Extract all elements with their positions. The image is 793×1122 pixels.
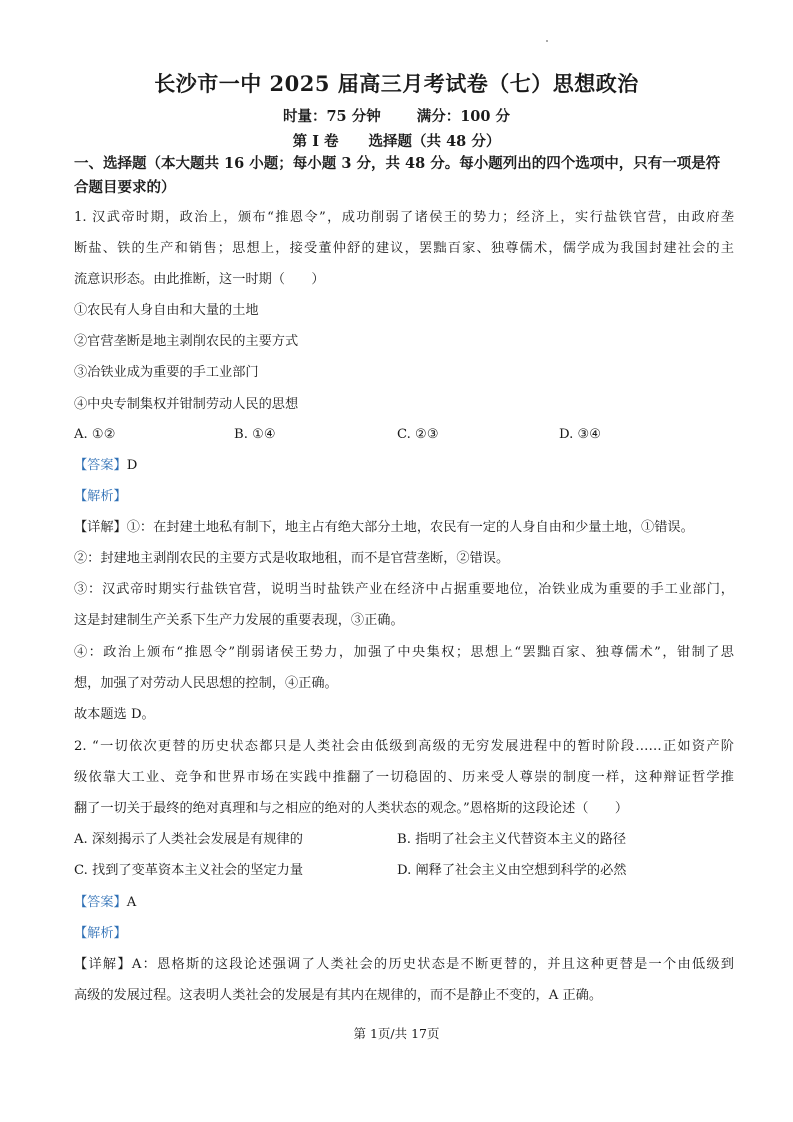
q1-detail-line: 想，加强了对劳动人民思想的控制，④正确。 — [74, 676, 338, 691]
q2-option-a: A. 深刻揭示了人类社会发展是有规律的 — [74, 832, 303, 847]
exam-meta — [0, 105, 793, 126]
part-desc: 选择题（共 48 分） — [368, 133, 501, 150]
q2-stem-line: 翻了一切关于最终的绝对真理和与之相应的绝对的人类状态的观念。”恩格斯的这段论述（ ） — [74, 801, 629, 816]
answer-value: D — [126, 458, 138, 473]
q1-item: ②官营垄断是地主剥削农民的主要方式 — [74, 334, 299, 349]
q2-stem-line: 2. “一切依次更替的历史状态都只是人类社会由低级到高级的无穷发展进程中的暂时阶段……正如资产阶 — [74, 739, 734, 754]
q2-stem-line: 级依靠大工业、竞争和世界市场在实践中推翻了一切稳固的、历来受人尊崇的制度一样，这种辩证哲学推 — [74, 770, 734, 785]
q1-answer — [74, 456, 734, 476]
q1-option-a: A. ①② — [74, 427, 116, 442]
exam-time: 时量：75 分钟 — [282, 108, 381, 125]
part-name: 第 I 卷 — [292, 133, 339, 150]
q1-item: ①农民有人身自由和大量的土地 — [74, 303, 259, 318]
q1-item: ③冶铁业成为重要的手工业部门 — [74, 365, 259, 380]
q2-option-c: C. 找到了变革资本主义社会的坚定力量 — [74, 863, 304, 878]
q1-detail-line: ④：政治上颁布“推恩令”削弱诸侯王势力，加强了中央集权；思想上“罢黜百家、独尊儒术”，钳制了思 — [74, 645, 734, 660]
q1-stem-line: 流意识形态。由此推断，这一时期（ ） — [74, 272, 325, 287]
part-heading — [0, 130, 793, 151]
q1-detail-line: ②：封建地主剥削农民的主要方式是收取地租，而不是官营垄断，②错误。 — [74, 551, 510, 566]
detail-text: ①：在封建土地私有制下，地主占有绝大部分土地，农民有一定的人身自由和少量土地，①错误。 — [126, 520, 694, 535]
q1-stem-line: 1. 汉武帝时期，政治上，颁布“推恩令”，成功削弱了诸侯王的势力；经济上，实行盐铁官营，由政府垄 — [74, 210, 734, 225]
q1-item: ④中央专制集权并钳制劳动人民的思想 — [74, 397, 299, 412]
detail-text: A：恩格斯的这段论述强调了人类社会的历史状态是不断更替的，并且这种更替是一个由低级到 — [131, 957, 734, 972]
answer-tag: 【答案】 — [74, 895, 127, 910]
q2-answer — [74, 893, 734, 913]
detail-tag: 【详解】 — [74, 957, 132, 972]
q1-detail-line: 故本题选 D。 — [74, 707, 155, 722]
detail-tag: 【详解】 — [74, 520, 127, 535]
q1-option-c: C. ②③ — [397, 427, 439, 442]
section-heading: 一、选择题（本大题共 16 小题；每小题 3 分，共 48 分。每小题列出的四个选项中，只有一项是符合题目要求的） — [74, 155, 721, 196]
q2-detail-line: 高级的发展过程。这表明人类社会的发展是有其内在规律的，而不是静止不变的，A 正确。 — [74, 988, 603, 1003]
q2-option-d: D. 阐释了社会主义由空想到科学的必然 — [397, 863, 627, 878]
q1-detail-line: 这是封建制生产关系下生产力发展的重要表现，③正确。 — [74, 613, 404, 628]
q1-stem-line: 断盐、铁的生产和销售；思想上，接受董仲舒的建议，罢黜百家、独尊儒术，儒学成为我国封建社会的主 — [74, 241, 734, 256]
scan-speck — [546, 40, 548, 42]
q2-detail-line — [74, 955, 734, 975]
answer-value: A — [126, 895, 137, 910]
exam-score: 满分：100 分 — [416, 108, 511, 125]
q2-option-b: B. 指明了社会主义代替资本主义的路径 — [397, 832, 627, 847]
q1-option-d: D. ③④ — [559, 427, 602, 442]
page-title: 长沙市一中 2025 届高三月考试卷（七）思想政治 — [154, 71, 639, 96]
q1-detail-line: ③：汉武帝时期实行盐铁官营，说明当时盐铁产业在经济中占据重要地位，冶铁业成为重要的手工业部门， — [74, 582, 734, 597]
answer-tag: 【答案】 — [74, 458, 127, 473]
q1-analysis-tag: 【解析】 — [74, 489, 127, 504]
q1-detail-line — [74, 518, 734, 538]
q2-analysis-tag: 【解析】 — [74, 926, 127, 941]
page-footer: 第 1页/共 17页 — [353, 1026, 440, 1041]
q1-option-b: B. ①④ — [234, 427, 276, 442]
